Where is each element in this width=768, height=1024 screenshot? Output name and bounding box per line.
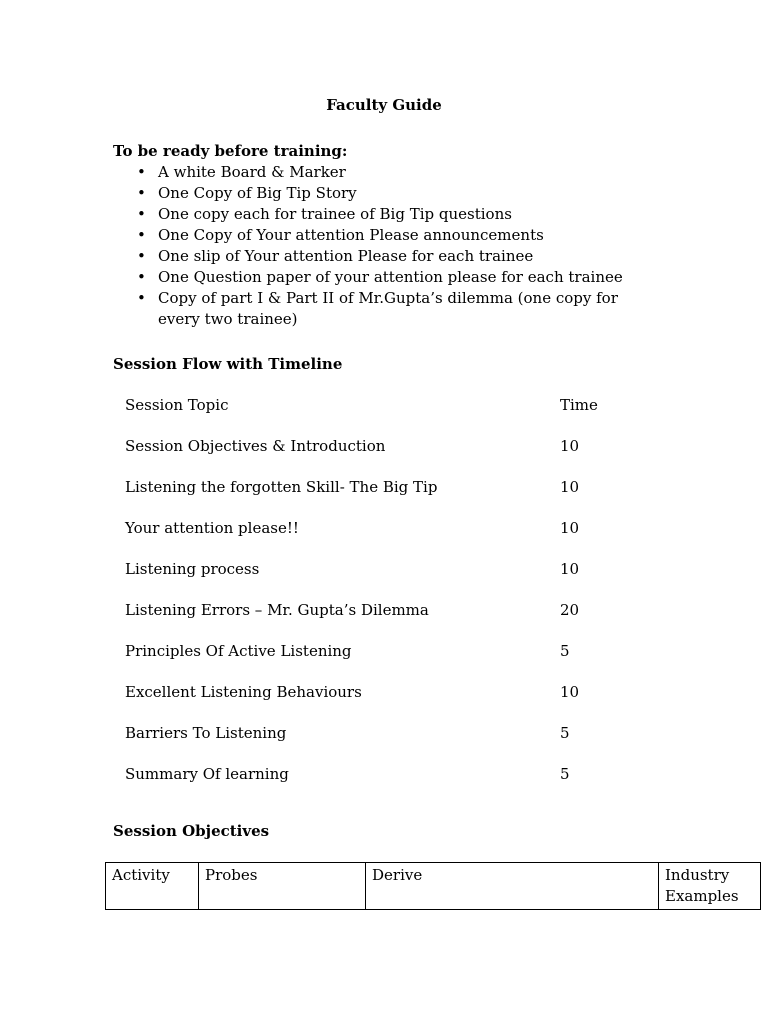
table-row: [125, 724, 645, 765]
column-header-topic: Session Topic: [125, 396, 229, 414]
column-header-activity: Activity: [106, 863, 199, 910]
column-header-derive: Derive: [366, 863, 659, 910]
session-topic: Listening the forgotten Skill- The Big Tip: [125, 478, 438, 496]
session-time: 5: [560, 765, 570, 783]
table-row: [125, 437, 645, 478]
session-topic: Your attention please!!: [125, 519, 299, 537]
page-title: Faculty Guide: [326, 96, 442, 114]
column-header-probes: Probes: [199, 863, 366, 910]
preparation-heading: To be ready before training:: [113, 142, 348, 160]
session-topic: Excellent Listening Behaviours: [125, 683, 362, 701]
table-header-row: [106, 863, 761, 910]
session-time: 20: [560, 601, 580, 619]
session-flow-heading: Session Flow with Timeline: [113, 355, 343, 373]
table-row: [125, 601, 645, 642]
session-time: 10: [560, 519, 580, 537]
table-row: [125, 519, 645, 560]
list-item: • One slip of Your attention Please for each trainee: [113, 246, 653, 267]
table-row: [125, 683, 645, 724]
session-time: 10: [560, 437, 580, 455]
session-topic: Principles Of Active Listening: [125, 642, 352, 660]
session-objectives-heading: Session Objectives: [113, 822, 270, 840]
session-time: 10: [560, 478, 580, 496]
list-item: • One Question paper of your attention please for each trainee: [113, 267, 653, 288]
table-row: [125, 765, 645, 806]
session-time: 5: [560, 724, 570, 742]
list-item: • One copy each for trainee of Big Tip questions: [113, 204, 653, 225]
preparation-list: [113, 162, 653, 330]
session-topic: Summary Of learning: [125, 765, 289, 783]
table-header-row: [125, 396, 645, 437]
session-topic: Session Objectives & Introduction: [125, 437, 386, 455]
list-item: • One Copy of Big Tip Story: [113, 183, 653, 204]
session-objectives-table: [105, 862, 761, 910]
session-time: 5: [560, 642, 570, 660]
list-item: • Copy of part I & Part II of Mr.Gupta’s dilemma (one copy for every two trainee): [113, 288, 653, 330]
table-row: [125, 560, 645, 601]
session-topic: Listening process: [125, 560, 260, 578]
session-topic: Barriers To Listening: [125, 724, 287, 742]
column-header-time: Time: [560, 396, 598, 414]
session-time: 10: [560, 683, 580, 701]
column-header-industry-examples: Industry Examples: [659, 863, 761, 910]
table-row: [125, 478, 645, 519]
list-item: • A white Board & Marker: [113, 162, 653, 183]
list-item: • One Copy of Your attention Please announcements: [113, 225, 653, 246]
table-row: [125, 642, 645, 683]
session-time: 10: [560, 560, 580, 578]
session-flow-table: [125, 396, 645, 806]
session-topic: Listening Errors – Mr. Gupta’s Dilemma: [125, 601, 429, 619]
